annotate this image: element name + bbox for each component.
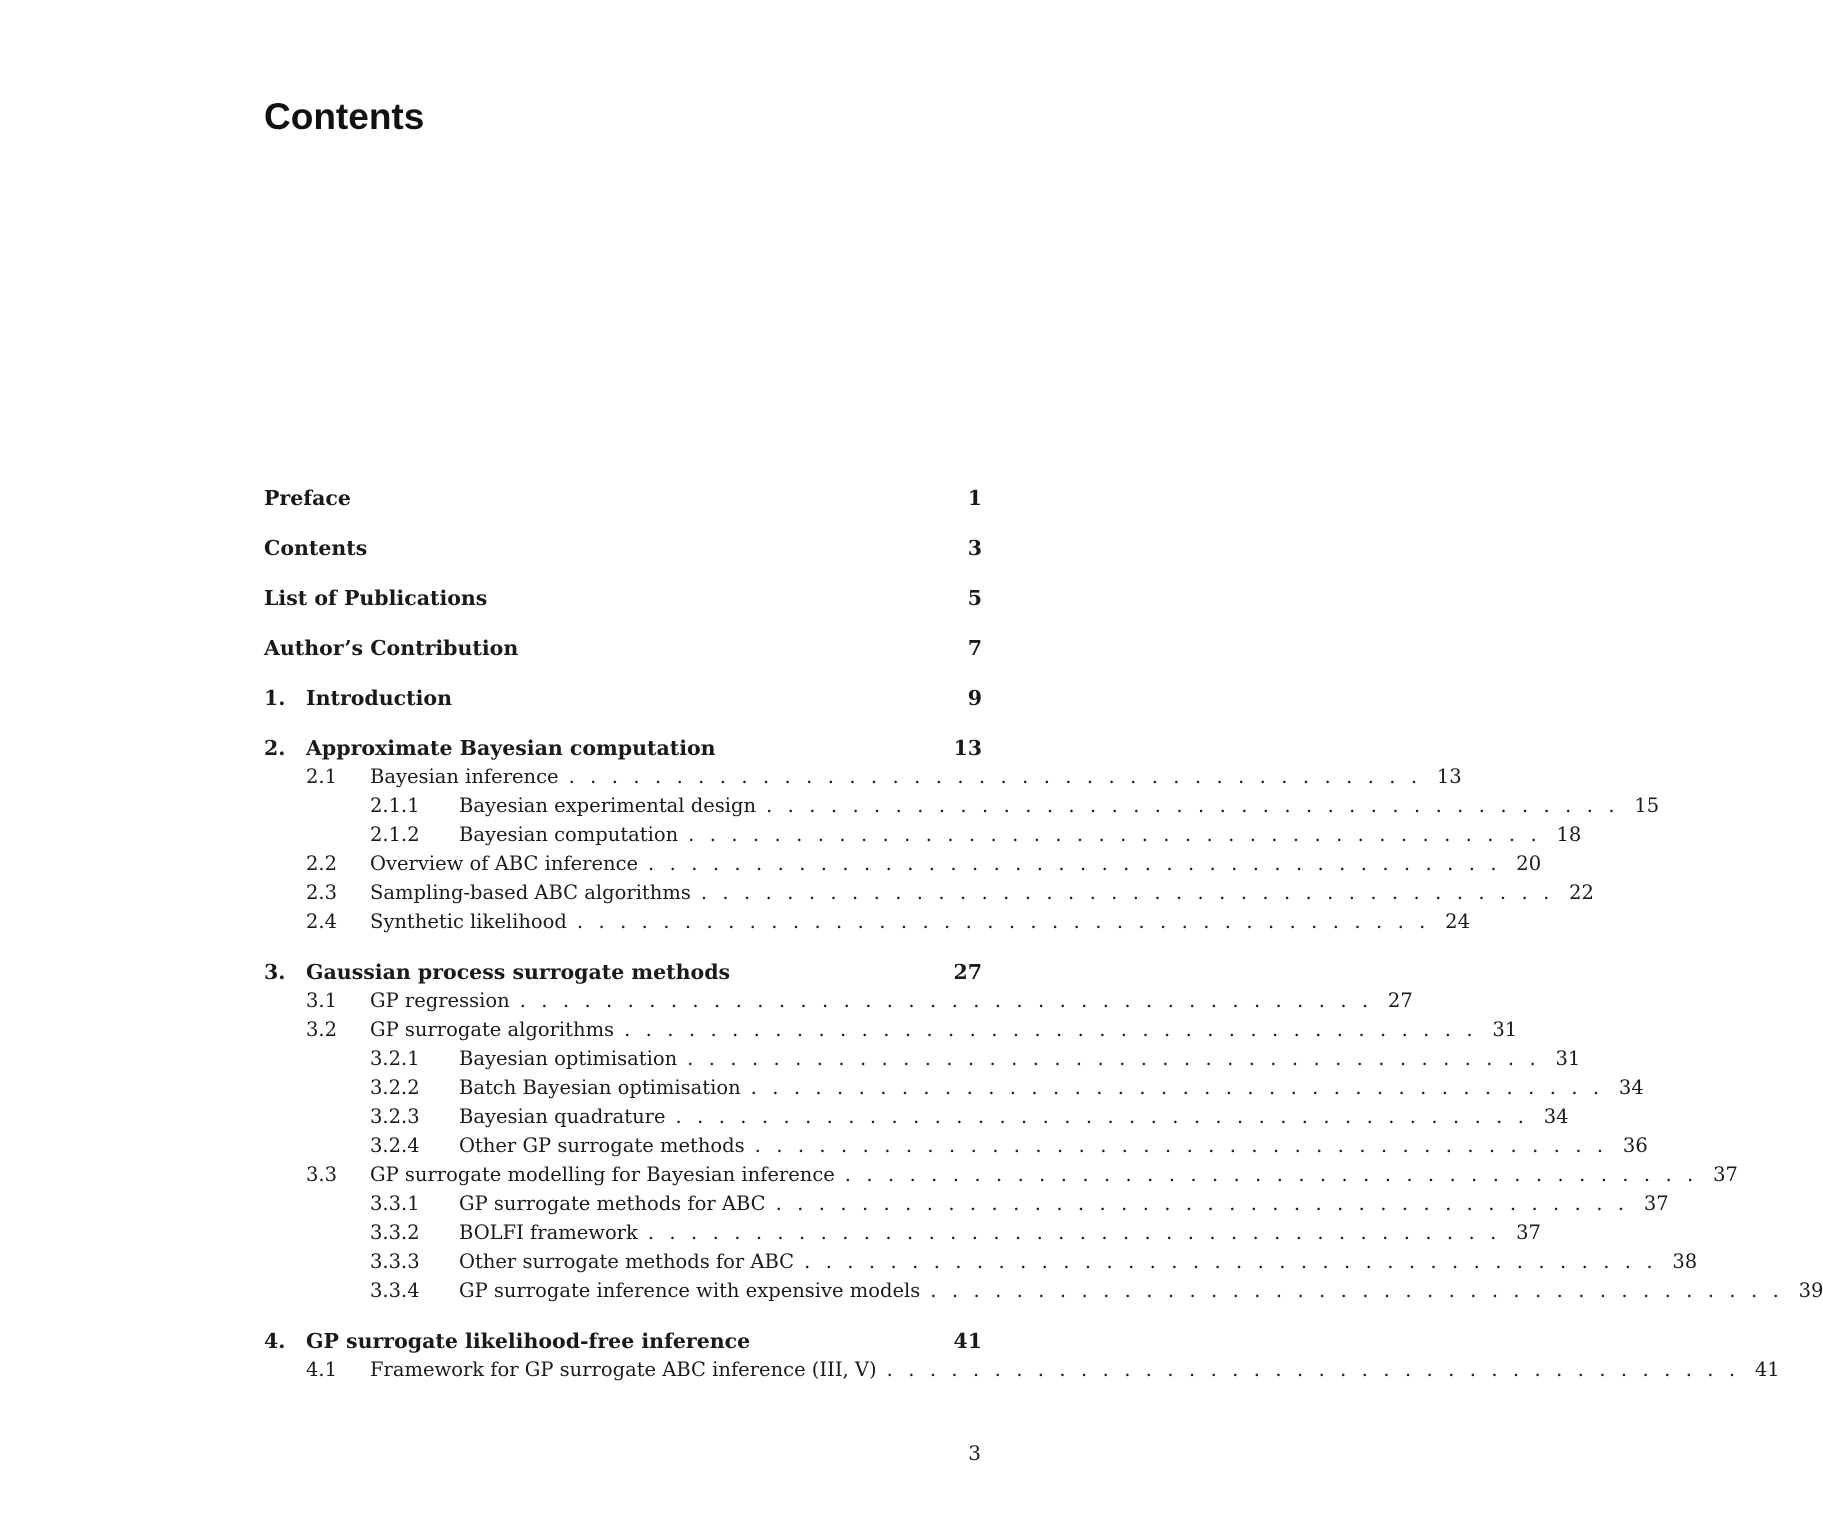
toc-subsection-3-2-2[interactable] <box>264 1073 1644 1103</box>
toc-entry-page: 15 <box>1634 794 1660 817</box>
toc-entry-page: 7 <box>967 636 982 660</box>
toc-entry-number: 3.1 <box>306 989 338 1012</box>
toc-entry-title: Approximate Bayesian computation <box>306 736 716 760</box>
toc-section-2-3[interactable] <box>264 878 1594 908</box>
toc-entry-number: 2.2 <box>306 852 338 875</box>
toc-entry-number: 3.2.1 <box>370 1047 420 1070</box>
toc-entry-page: 41 <box>953 1329 982 1353</box>
page-title: Contents <box>264 96 425 137</box>
toc-entry-number: 3.2 <box>306 1018 338 1041</box>
toc-entry-title: Contents <box>264 536 368 560</box>
dot-leader: . . . . . . . . . . . . . . . . . . . . . . . . . . . . . . . . . . . . . . . . <box>519 989 1373 1012</box>
toc-entry-page: 13 <box>953 736 982 760</box>
page-number: 3 <box>968 1441 981 1465</box>
toc-entry-page: 38 <box>1672 1250 1698 1273</box>
toc-entry-title: Bayesian optimisation <box>459 1047 678 1070</box>
toc-entry-page: 37 <box>1643 1192 1669 1215</box>
dot-leader: . . . . . . . . . . . . . . . . . . . . . . . . . . . . . . . . . . . . . . . . <box>886 1358 1740 1381</box>
toc-entry-title: GP surrogate modelling for Bayesian inference <box>370 1163 835 1186</box>
toc-entry-title: GP regression <box>370 989 510 1012</box>
dot-leader: . . . . . . . . . . . . . . . . . . . . . . . . . . . . . . . . . . . . . . . . <box>844 1163 1698 1186</box>
toc-entry-contents[interactable] <box>264 533 982 563</box>
toc-entry-number: 2.4 <box>306 910 338 933</box>
dot-leader: . . . . . . . . . . . . . . . . . . . . . . . . . . . . . . . . . . . . . . . . <box>675 1105 1529 1128</box>
toc-entry-page: 18 <box>1556 823 1582 846</box>
toc-entry-number: 2. <box>264 736 286 760</box>
toc-entry-title: GP surrogate algorithms <box>370 1018 615 1041</box>
toc-entry-number: 3.2.2 <box>370 1076 420 1099</box>
toc-subsection-3-3-4[interactable] <box>264 1276 1823 1306</box>
toc-chapter-2[interactable] <box>264 733 982 763</box>
toc-entry-page: 31 <box>1492 1018 1518 1041</box>
toc-entry-page: 41 <box>1754 1358 1780 1381</box>
dot-leader: . . . . . . . . . . . . . . . . . . . . . . . . . . . . . . . . . . . . . . . . <box>648 852 1502 875</box>
toc-entry-title: Preface <box>264 486 351 510</box>
toc-entry-title: GP surrogate likelihood-free inference <box>306 1329 751 1353</box>
toc-chapter-3[interactable] <box>264 957 982 987</box>
toc-entry-title: Batch Bayesian optimisation <box>459 1076 741 1099</box>
toc-section-3-1[interactable] <box>264 986 1413 1016</box>
toc-entry-number: 2.1 <box>306 765 338 788</box>
toc-entry-title: Framework for GP surrogate ABC inference (III, V) <box>370 1358 877 1381</box>
toc-subsection-2-1-2[interactable] <box>264 820 1582 850</box>
toc-entry-number: 3.3 <box>306 1163 338 1186</box>
toc-entry-number: 2.1.2 <box>370 823 420 846</box>
toc-entry-number: 4. <box>264 1329 286 1353</box>
toc-entry-title: Bayesian experimental design <box>459 794 757 817</box>
toc-entry-title: Author’s Contribution <box>264 636 519 660</box>
toc-entry-list-of-publications[interactable] <box>264 583 982 613</box>
toc-entry-number: 3. <box>264 960 286 984</box>
toc-entry-title: Synthetic likelihood <box>370 910 567 933</box>
toc-entry-title: GP surrogate inference with expensive models <box>459 1279 921 1302</box>
toc-entry-authors-contribution[interactable] <box>264 633 982 663</box>
toc-section-2-2[interactable] <box>264 849 1542 879</box>
dot-leader: . . . . . . . . . . . . . . . . . . . . . . . . . . . . . . . . . . . . . . . . <box>700 881 1554 904</box>
toc-entry-page: 34 <box>1618 1076 1644 1099</box>
toc-subsection-3-3-1[interactable] <box>264 1189 1669 1219</box>
toc-subsection-3-3-2[interactable] <box>264 1218 1541 1248</box>
toc-entry-page: 27 <box>953 960 982 984</box>
dot-leader: . . . . . . . . . . . . . . . . . . . . . . . . . . . . . . . . . . . . . . . . <box>754 1134 1608 1157</box>
toc-entry-title: Overview of ABC inference <box>370 852 639 875</box>
dot-leader: . . . . . . . . . . . . . . . . . . . . . . . . . . . . . . . . . . . . . . . . <box>647 1221 1501 1244</box>
toc-entry-page: 1 <box>967 486 982 510</box>
toc-entry-title: Other GP surrogate methods <box>459 1134 745 1157</box>
toc-entry-number: 2.3 <box>306 881 338 904</box>
toc-entry-title: Bayesian computation <box>459 823 679 846</box>
dot-leader: . . . . . . . . . . . . . . . . . . . . . . . . . . . . . . . . . . . . . . . . <box>930 1279 1784 1302</box>
toc-entry-number: 3.3.4 <box>370 1279 420 1302</box>
toc-entry-page: 13 <box>1436 765 1462 788</box>
toc-subsection-3-3-3[interactable] <box>264 1247 1698 1277</box>
dot-leader: . . . . . . . . . . . . . . . . . . . . . . . . . . . . . . . . . . . . . . . . <box>624 1018 1478 1041</box>
toc-entry-page: 37 <box>1713 1163 1738 1186</box>
toc-entry-number: 3.3.3 <box>370 1250 420 1273</box>
toc-entry-number: 2.1.1 <box>370 794 420 817</box>
toc-entry-number: 3.2.3 <box>370 1105 420 1128</box>
toc-entry-number: 3.2.4 <box>370 1134 420 1157</box>
toc-entry-title: Bayesian quadrature <box>459 1105 666 1128</box>
toc-section-2-1[interactable] <box>264 762 1462 792</box>
toc-subsection-3-2-3[interactable] <box>264 1102 1569 1132</box>
toc-entry-page: 3 <box>967 536 982 560</box>
toc-entry-page: 27 <box>1387 989 1413 1012</box>
dot-leader: . . . . . . . . . . . . . . . . . . . . . . . . . . . . . . . . . . . . . . . . <box>804 1250 1658 1273</box>
toc-entry-title: List of Publications <box>264 586 488 610</box>
dot-leader: . . . . . . . . . . . . . . . . . . . . . . . . . . . . . . . . . . . . . . . . <box>775 1192 1629 1215</box>
toc-entry-title: Gaussian process surrogate methods <box>306 960 731 984</box>
toc-entry-number: 1. <box>264 686 286 710</box>
toc-subsection-3-2-1[interactable] <box>264 1044 1581 1074</box>
toc-entry-title: Introduction <box>306 686 452 710</box>
toc-entry-title: Other surrogate methods for ABC <box>459 1250 795 1273</box>
toc-entry-title: Bayesian inference <box>370 765 559 788</box>
toc-entry-page: 39 <box>1798 1279 1823 1302</box>
toc-entry-page: 31 <box>1555 1047 1581 1070</box>
toc-subsection-3-2-4[interactable] <box>264 1131 1648 1161</box>
dot-leader: . . . . . . . . . . . . . . . . . . . . . . . . . . . . . . . . . . . . . . . . <box>750 1076 1604 1099</box>
toc-entry-page: 24 <box>1445 910 1470 933</box>
toc-entry-page: 34 <box>1543 1105 1569 1128</box>
toc-entry-page: 5 <box>967 586 982 610</box>
toc-section-3-2[interactable] <box>264 1015 1518 1045</box>
toc-entry-title: Sampling-based ABC algorithms <box>370 881 691 904</box>
toc-section-4-1[interactable] <box>264 1355 1780 1385</box>
toc-entry-title: BOLFI framework <box>459 1221 638 1244</box>
dot-leader: . . . . . . . . . . . . . . . . . . . . . . . . . . . . . . . . . . . . . . . . <box>688 823 1542 846</box>
toc-entry-page: 36 <box>1622 1134 1648 1157</box>
toc-entry-number: 3.3.2 <box>370 1221 420 1244</box>
dot-leader: . . . . . . . . . . . . . . . . . . . . . . . . . . . . . . . . . . . . . . . . <box>576 910 1430 933</box>
toc-entry-preface[interactable] <box>264 483 982 513</box>
dot-leader: . . . . . . . . . . . . . . . . . . . . . . . . . . . . . . . . . . . . . . . . <box>568 765 1422 788</box>
toc-entry-page: 22 <box>1569 881 1594 904</box>
toc-entry-number: 3.3.1 <box>370 1192 420 1215</box>
toc-chapter-1[interactable] <box>264 683 982 713</box>
toc-entry-page: 9 <box>967 686 982 710</box>
toc-entry-number: 4.1 <box>306 1358 338 1381</box>
toc-chapter-4[interactable] <box>264 1326 982 1356</box>
toc-entry-page: 37 <box>1516 1221 1541 1244</box>
toc-entry-page: 20 <box>1516 852 1542 875</box>
toc-subsection-2-1-1[interactable] <box>264 791 1660 821</box>
toc-section-3-3[interactable] <box>264 1160 1738 1190</box>
dot-leader: . . . . . . . . . . . . . . . . . . . . . . . . . . . . . . . . . . . . . . . . <box>766 794 1620 817</box>
toc-entry-title: GP surrogate methods for ABC <box>459 1192 766 1215</box>
toc-section-2-4[interactable] <box>264 907 1470 937</box>
dot-leader: . . . . . . . . . . . . . . . . . . . . . . . . . . . . . . . . . . . . . . . . <box>687 1047 1541 1070</box>
